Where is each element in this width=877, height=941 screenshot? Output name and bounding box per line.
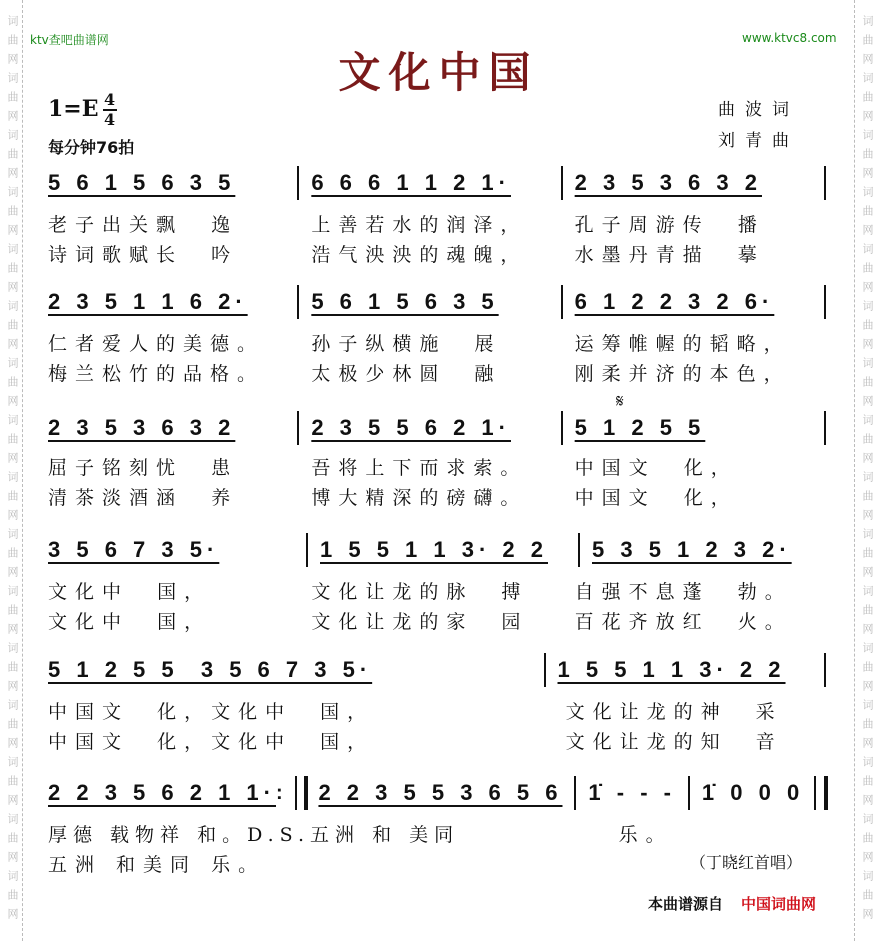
repeat-barline	[295, 776, 309, 810]
measure: 1 5 5 1 1 3· 2 2	[320, 537, 548, 562]
measure: 6 1 2 2 3 2 6·	[574, 289, 775, 314]
lyric: 中国文 化，文化中 国，	[48, 701, 375, 723]
segno-sign: 𝄋	[616, 391, 624, 412]
site-url-right: www.ktvc8.com	[742, 31, 837, 45]
score-row-2	[48, 287, 838, 389]
site-name-left: ktv查吧曲谱网	[30, 33, 109, 47]
measure: 5 3 5 1 2 3 2·	[592, 537, 792, 562]
source-credit	[648, 893, 816, 914]
lyric: 文化让龙的家 园	[311, 611, 529, 633]
lyric: 上善若水的润泽，	[311, 214, 528, 236]
lyric: 梅兰松竹的品格。	[48, 363, 265, 385]
lyric: 文化让龙的脉 搏	[311, 581, 529, 603]
key: 1=E	[48, 96, 99, 122]
lyric: 浩气泱泱的魂魄，	[311, 244, 528, 266]
lyric: 厚德 载物祥 和。D.S.五洲 和 美同	[48, 824, 460, 846]
repeat-sign: :	[276, 781, 283, 804]
lyric: 仁者爱人的美德。	[48, 333, 265, 355]
time-top: 4	[103, 90, 116, 109]
measure: 5 6 1 5 6 3 5	[48, 170, 236, 195]
score-row-4	[48, 535, 838, 637]
lyric: 文化让龙的知 音	[565, 731, 783, 753]
lyric: 孔子周游传 播	[574, 214, 765, 236]
time-signature	[103, 92, 117, 128]
lyric: 文化让龙的神 采	[565, 701, 783, 723]
measure: 2 3 5 5 6 2 1·	[311, 415, 511, 440]
song-title: 文化中国	[338, 48, 539, 97]
lyric: 五洲 和美同 乐。	[48, 854, 266, 876]
singer-credit: （丁晓红首唱）	[690, 853, 803, 872]
tempo: 每分钟76拍	[48, 138, 135, 157]
lyric: 自强不息蓬 勃。	[574, 581, 792, 603]
key-signature	[48, 92, 117, 128]
lyric: 中国文 化，	[574, 487, 738, 509]
lyric: 诗词歌赋长 吟	[48, 244, 239, 266]
composer: 刘青曲	[718, 131, 799, 151]
lyric: 水墨丹青描 摹	[574, 244, 765, 266]
measure: 3 5 6 7 3 5·	[48, 537, 220, 562]
final-barline	[814, 776, 828, 810]
measure: 2 3 5 3 6 3 2	[48, 415, 236, 440]
lyric: 运筹帷幄的韬略，	[574, 333, 791, 355]
measure: 1 5 5 1 1 3· 2 2	[557, 657, 786, 682]
time-bottom: 4	[103, 110, 116, 129]
lyric: 孙子纵横施 展	[311, 333, 502, 355]
lyric: 百花齐放红 火。	[574, 611, 792, 633]
margin-watermark-left: 词曲网词曲网词曲网词曲网词曲网词曲网词曲网词曲网词曲网词曲网词曲网词曲网词曲网词曲网词曲网词曲网	[0, 0, 23, 941]
lyric: 中国文 化，文化中 国，	[48, 731, 375, 753]
measure: 2 3 5 3 6 3 2	[574, 170, 762, 195]
measure: 2 2 3 5 5 3 6 5 6	[318, 780, 563, 805]
lyric: 清茶淡酒涵 养	[48, 487, 239, 509]
lyric: 文化中 国，	[48, 581, 212, 603]
score-row-5	[48, 655, 838, 757]
lyric: 文化中 国，	[48, 611, 212, 633]
lyric: 中国文 化，	[574, 457, 738, 479]
source-label: 本曲谱源自	[648, 895, 724, 913]
measure: 5 6 1 5 6 3 5	[311, 289, 499, 314]
measure: 2 2 3 5 6 2 1 1·	[48, 780, 276, 805]
lyricist: 曲波词	[718, 100, 799, 120]
lyric: 刚柔并济的本色，	[574, 363, 791, 385]
measure: 1̇ - - -	[588, 780, 676, 805]
measure: 2 3 5 1 1 6 2·	[48, 289, 248, 314]
measure: 5 1 2 5 5	[574, 415, 706, 440]
lyric: 博大精深的磅礴。	[311, 487, 528, 509]
margin-watermark-right: 词曲网词曲网词曲网词曲网词曲网词曲网词曲网词曲网词曲网词曲网词曲网词曲网词曲网词曲网词曲网词曲网	[854, 0, 877, 941]
lyric: 屈子铭刻忧 患	[48, 457, 239, 479]
lyric: 太极少林圆 融	[311, 363, 502, 385]
lyric: 乐。	[618, 824, 673, 846]
source-site-link[interactable]: 中国词曲网	[741, 895, 817, 913]
score-row-3	[48, 391, 838, 513]
lyric: 吾将上下而求索。	[311, 457, 528, 479]
measure: 6 6 6 1 1 2 1·	[311, 170, 511, 195]
measure: 1̇ 0 0 0	[701, 780, 805, 805]
lyric: 老子出关飘 逸	[48, 214, 239, 236]
score-row-1	[48, 168, 838, 270]
measure: 5 1 2 5 5 3 5 6 7 3 5·	[48, 657, 373, 682]
